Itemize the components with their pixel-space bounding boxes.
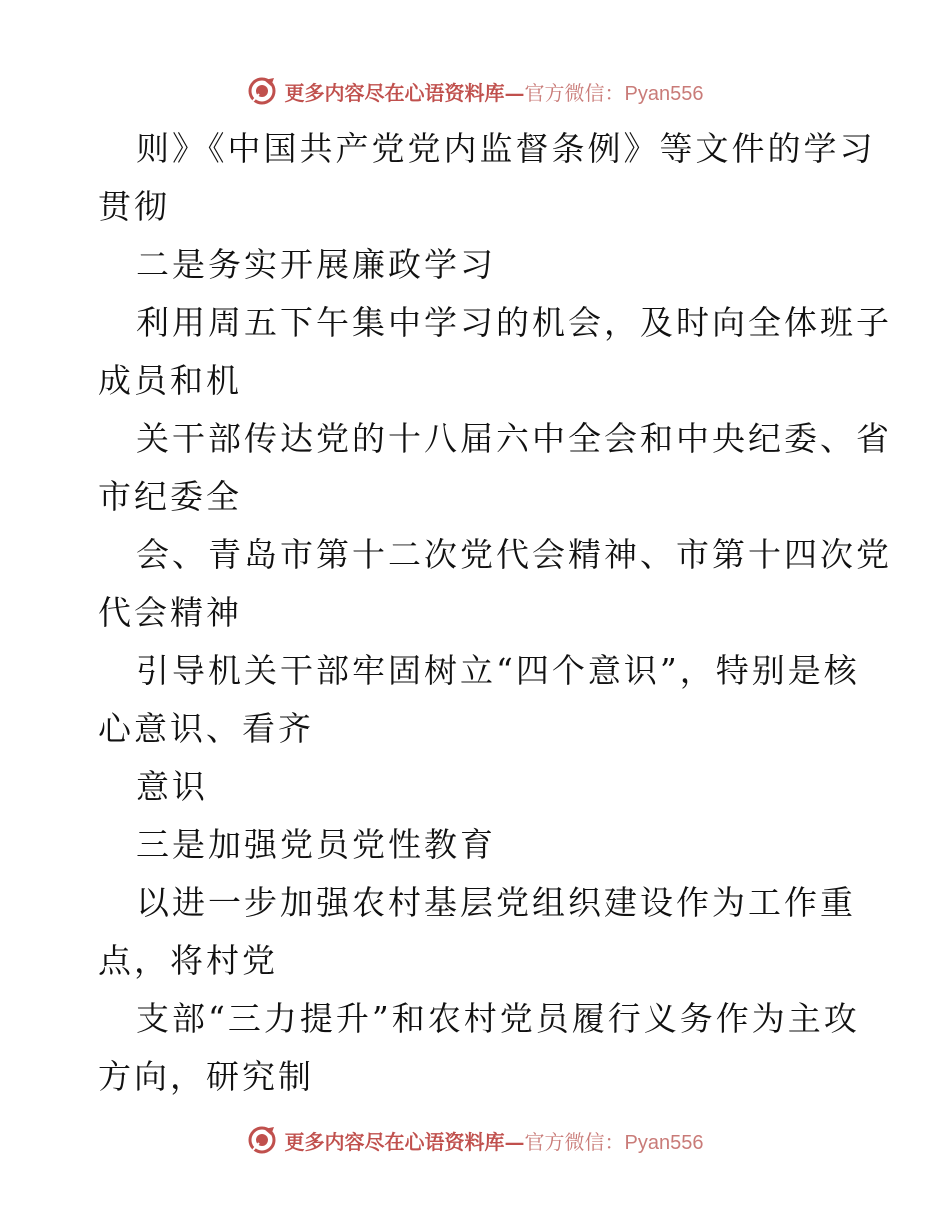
banner-site-name: 更多内容尽在心语资料库 (284, 80, 505, 105)
paragraph (98, 990, 858, 1106)
paragraph-first-line: 引导机关干部牢固树立“四个意识”，特别是核 (136, 651, 860, 690)
paragraph (98, 236, 858, 294)
paragraph (98, 120, 876, 236)
footer-banner-text (285, 1126, 704, 1155)
paragraph-continuation-line: 代会精神 (98, 593, 242, 632)
paragraph-continuation-line: 心意识、看齐 (98, 709, 314, 748)
paragraph-first-line: 关干部传达党的十八届六中全会和中央纪委、省 (136, 419, 892, 458)
paragraph-first-line: 支部“三力提升”和农村党员履行义务作为主攻 (136, 999, 860, 1038)
paragraph-first-line: 则》《中国共产党党内监督条例》等文件的学习 (136, 129, 876, 168)
paragraph-first-line: 以进一步加强农村基层党组织建设作为工作重 (136, 883, 856, 922)
paragraph-first-line: 二是务实开展廉政学习 (136, 245, 496, 284)
paragraph-continuation-line: 成员和机 (98, 361, 242, 400)
banner-site-name: 更多内容尽在心语资料库 (284, 1129, 505, 1154)
paragraph (98, 526, 892, 642)
paragraph-first-line: 三是加强党员党性教育 (136, 825, 496, 864)
paragraph-continuation-line: 市纪委全 (98, 477, 242, 516)
paragraph (98, 410, 892, 526)
paragraph-continuation-line: 点，将村党 (98, 941, 278, 980)
banner-dash: — (504, 80, 525, 105)
paragraph (98, 642, 858, 758)
header-banner (0, 71, 950, 111)
brand-logo-icon (247, 1125, 277, 1155)
paragraph (98, 758, 858, 816)
header-banner-text (285, 77, 704, 106)
paragraph (98, 816, 858, 874)
footer-banner (0, 1120, 950, 1160)
paragraph-first-line: 意识 (136, 767, 208, 806)
brand-logo-icon (247, 76, 277, 106)
paragraph-continuation-line: 贯彻 (98, 187, 170, 226)
banner-dash: — (504, 1129, 525, 1154)
paragraph-continuation-line: 方向，研究制 (98, 1057, 314, 1096)
paragraph-first-line: 会、青岛市第十二次党代会精神、市第十四次党 (136, 535, 892, 574)
banner-wechat: 官方微信：Pyan556 (524, 82, 704, 105)
banner-wechat: 官方微信：Pyan556 (524, 1131, 704, 1154)
paragraph (98, 294, 892, 410)
paragraph-first-line: 利用周五下午集中学习的机会，及时向全体班子 (136, 303, 892, 342)
paragraph (98, 874, 858, 990)
document-body (98, 120, 892, 1106)
